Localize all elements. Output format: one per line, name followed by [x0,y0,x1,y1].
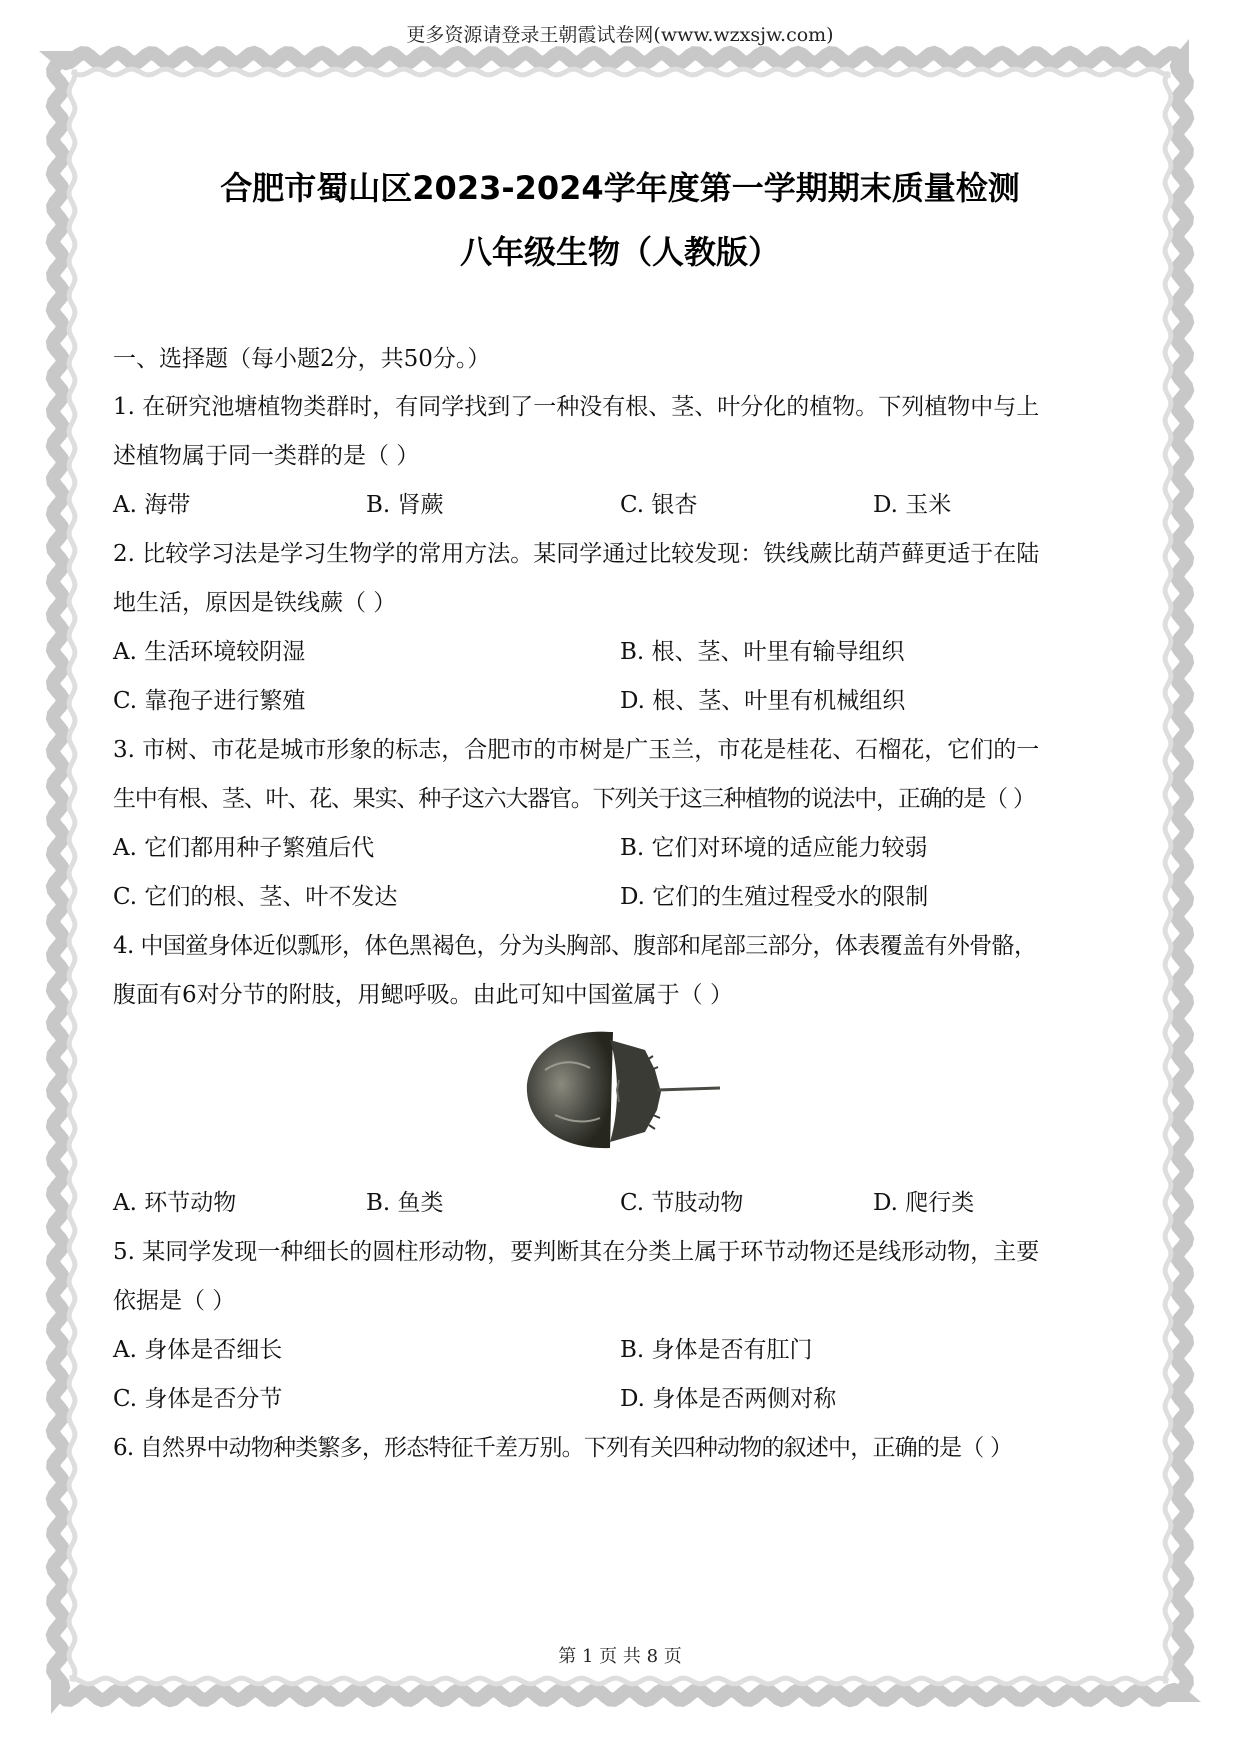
question-3-line-1: 3. 市树、市花是城市形象的标志，合肥市的市树是广玉兰，市花是桂花、石榴花，它们的一 [113,737,1040,763]
question-1-option-c: C. 银杏 [620,492,698,518]
question-3-option-b: B. 它们对环境的适应能力较弱 [620,835,928,861]
question-5-line-2: 依据是（ ） [113,1288,236,1314]
question-1-line-1: 1. 在研究池塘植物类群时，有同学找到了一种没有根、茎、叶分化的植物。下列植物中与上 [113,394,1040,420]
site-header[interactable]: 更多资源请登录王朝霞试卷网(www.wzxsjw.com) [406,24,834,46]
question-2-line-1: 2. 比较学习法是学习生物学的常用方法。某同学通过比较发现：铁线蕨比葫芦藓更适于在陆 [113,541,1040,567]
question-3-line-2: 生中有根、茎、叶、花、果实、种子这六大器官。下列关于这三种植物的说法中，正确的是（ ） [113,786,1035,812]
question-4-option-a: A. 环节动物 [113,1190,237,1216]
question-4-line-2: 腹面有6对分节的附肢，用鳃呼吸。由此可知中国鲎属于（ ） [113,982,733,1008]
question-2-option-d: D. 根、茎、叶里有机械组织 [620,688,906,714]
question-1-option-d: D. 玉米 [873,492,952,518]
question-2-option-c: C. 靠孢子进行繁殖 [113,688,306,714]
question-2-option-b: B. 根、茎、叶里有输导组织 [620,639,905,665]
question-5-option-b: B. 身体是否有肛门 [620,1337,813,1363]
question-5-option-a: A. 身体是否细长 [113,1337,283,1363]
exam-subtitle: 八年级生物（人教版） [459,233,780,271]
question-3-option-d: D. 它们的生殖过程受水的限制 [620,884,929,910]
page-number: 第 1 页 共 8 页 [558,1646,682,1667]
question-4-option-b: B. 鱼类 [366,1190,444,1216]
question-1-line-2: 述植物属于同一类群的是（ ） [113,443,420,469]
horseshoe-crab-image [515,1020,725,1160]
question-5-option-c: C. 身体是否分节 [113,1386,283,1412]
question-3-option-a: A. 它们都用种子繁殖后代 [113,835,375,861]
question-2-line-2: 地生活，原因是铁线蕨（ ） [113,590,397,616]
question-4-line-1: 4. 中国鲎身体近似瓢形，体色黑褐色，分为头胸部、腹部和尾部三部分，体表覆盖有外骨骼， [113,933,1037,959]
section-heading: 一、选择题（每小题2分，共50分。） [113,346,491,372]
question-4-option-d: D. 爬行类 [873,1190,975,1216]
question-6-line-1: 6. 自然界中动物种类繁多，形态特征千差万别。下列有关四种动物的叙述中，正确的是（ ） [113,1435,1013,1461]
question-4-option-c: C. 节肢动物 [620,1190,744,1216]
question-5-option-d: D. 身体是否两侧对称 [620,1386,837,1412]
question-1-option-a: A. 海带 [113,492,191,518]
question-3-option-c: C. 它们的根、茎、叶不发达 [113,884,398,910]
exam-title: 合肥市蜀山区2023-2024学年度第一学期期末质量检测 [220,169,1020,207]
question-2-option-a: A. 生活环境较阴湿 [113,639,306,665]
question-5-line-1: 5. 某同学发现一种细长的圆柱形动物，要判断其在分类上属于环节动物还是线形动物，主要 [113,1239,1040,1265]
question-1-option-b: B. 肾蕨 [366,492,444,518]
